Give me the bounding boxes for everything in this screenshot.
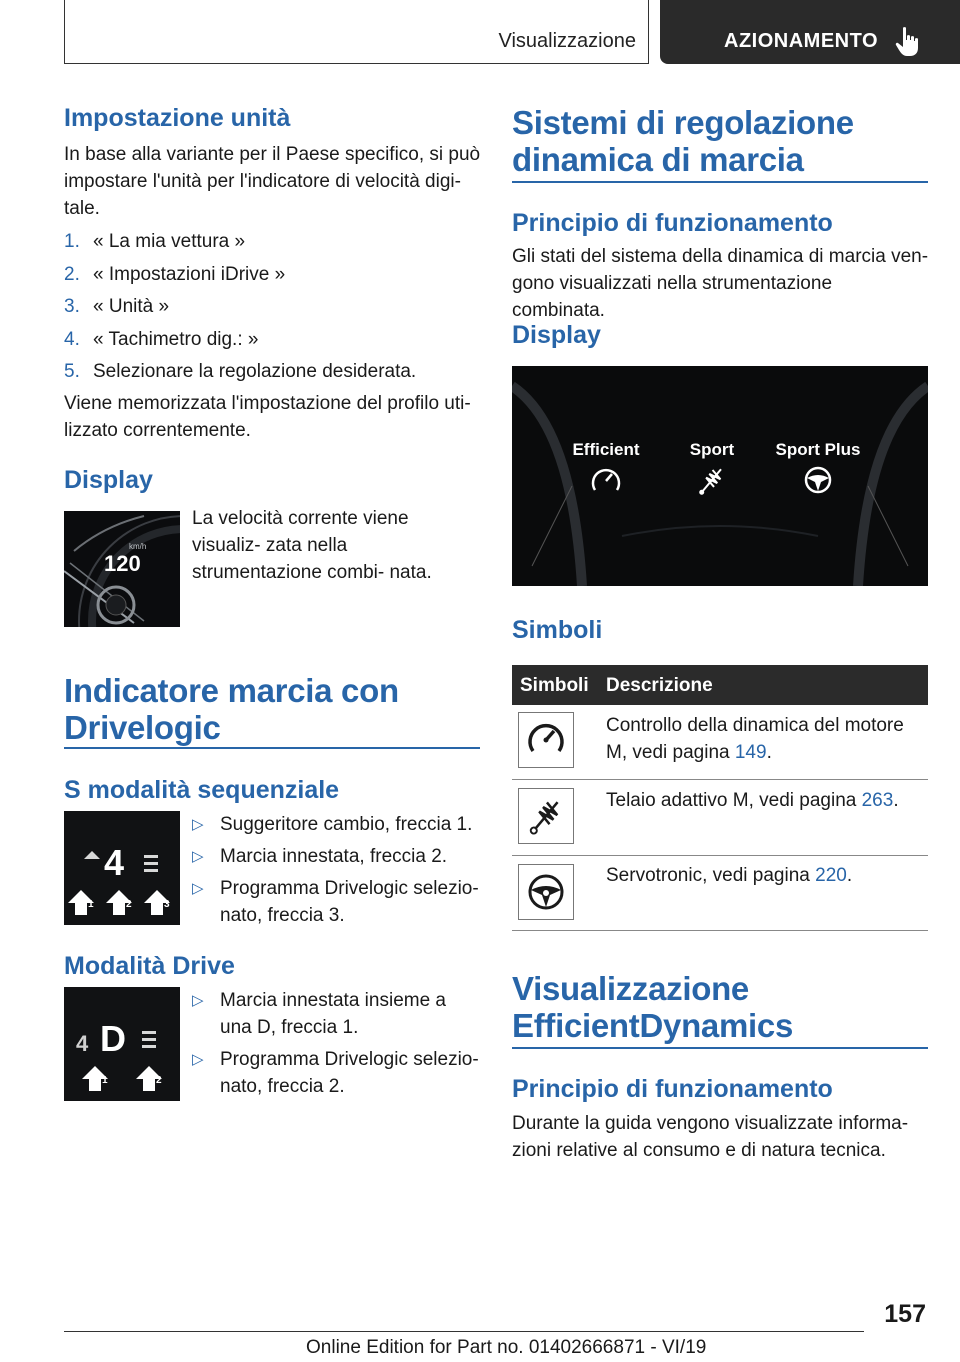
header-right-rule [648,0,649,64]
steering-wheel-icon [519,865,573,919]
header-section-title: Visualizzazione [498,30,636,52]
triangle-bullet-icon: ▷ [192,1051,204,1068]
d-arrow-label-2: 2 [156,1075,162,1086]
units-outro: Viene memorizzata l'impostazione del profilo uti- lizzato correntemente. [64,393,471,441]
list-item: ▷ Marcia innestata insieme a una D, freccia 1. [180,987,482,1041]
efficient-rule [512,1047,928,1049]
dynamics-display-title: Display [512,321,601,349]
triangle-bullet-icon: ▷ [192,848,204,865]
table-row-divider [512,779,928,780]
list-item: ▷ Programma Drivelogic selezio- nato, freccia 2. [180,1046,482,1100]
list-item: ▷ Suggeritore cambio, freccia 1. [180,811,482,838]
table-cell-description: Servotronic, vedi pagina 220. [606,865,853,886]
d-mode-small-gear-label: 4 [76,1031,89,1056]
hand-pointer-icon [894,26,922,58]
d-mode-title: Modalità Drive [64,952,235,980]
s-mode-list [180,811,482,934]
table-row-divider [512,855,928,856]
table-header-description: Descrizione [606,675,713,696]
table-row-divider [512,930,928,931]
list-item: 5. Selezionare la regolazione desiderata. [64,361,417,382]
s-arrow-label-3: 3 [164,899,170,910]
dynamics-rule [512,181,928,183]
mode-label-sport-plus: Sport Plus [775,440,861,459]
mode-label-sport: Sport [689,440,735,459]
header-bottom-rule [64,63,648,64]
list-item: ▷ Programma Drivelogic selezio- nato, freccia 3. [180,875,482,929]
s-arrow-label-2: 2 [126,899,132,910]
speedometer-image [64,511,180,627]
table-header-symbols: Simboli [520,675,589,696]
triangle-bullet-icon: ▷ [192,880,204,897]
page-link-149[interactable]: 149 [734,742,767,763]
driving-modes-image [512,366,928,586]
page-link-220[interactable]: 220 [815,865,847,886]
drivelogic-rule [64,747,480,749]
mode-label-efficient: Efficient [572,440,640,459]
table-row [518,712,574,768]
list-item: 4. « Tachimetro dig.: » [64,328,259,350]
speed-unit-label: km/h [129,542,147,551]
display-text: La velocità corrente viene visualiz- zata nella strumentazione combi- nata. [192,508,432,583]
s-arrow-label-1: 1 [88,899,94,910]
drivelogic-title: Indicatore marcia con Drivelogic [64,672,399,746]
header-left-rule [64,0,65,64]
list-item: 2. « Impostazioni iDrive » [64,263,286,285]
d-mode-gear-label: D [100,1018,126,1059]
d-mode-gear-image [64,987,180,1101]
d-arrow-label-1: 1 [102,1075,108,1086]
units-steps [64,226,482,389]
efficient-title: Visualizzazione EfficientDynamics [512,970,793,1044]
symbols-title: Simboli [512,616,603,644]
page-link-263[interactable]: 263 [861,790,894,811]
speed-value-label: 120 [104,551,141,576]
page-number: 157 [884,1300,926,1328]
table-cell-description: Controllo della dinamica del motore M, vedi pagina 149. [606,715,904,763]
dynamics-title: Sistemi di regolazione dinamica di marcia [512,104,854,178]
d-mode-list [180,987,482,1105]
gauge-icon [519,713,573,767]
units-intro: In base alla variante per il Paese specifico, si può impostare l'unità per l'indicatore di velocità digi- tale. [64,144,481,219]
footer-rule [64,1331,864,1332]
table-row [518,788,574,844]
dynamics-principle-title: Principio di funzionamento [512,209,833,237]
list-item: 1. « La mia vettura » [64,231,246,252]
display-title: Display [64,466,153,494]
triangle-bullet-icon: ▷ [192,992,204,1009]
table-cell-description: Telaio adattivo M, vedi pagina 263. [606,790,899,811]
dynamics-principle-text: Gli stati del sistema della dinamica di marcia ven- gono visualizzati nella strumentazione combinata. [512,246,929,321]
efficient-principle-text: Durante la guida vengono visualizzate informa- zioni relative al consumo e di natura tecnica. [512,1113,909,1161]
s-mode-gear-label: 4 [104,842,125,883]
shock-absorber-icon [519,789,573,843]
efficient-principle-title: Principio di funzionamento [512,1075,833,1103]
header-chapter-label: AZIONAMENTO [724,30,879,52]
list-item: ▷ Marcia innestata, freccia 2. [180,843,482,870]
list-item: 3. « Unità » [64,296,170,317]
s-mode-gear-image [64,811,180,925]
units-title: Impostazione unità [64,104,291,132]
triangle-bullet-icon: ▷ [192,816,204,833]
edition-note: Online Edition for Part no. 01402666871 - VI/19 [306,1337,707,1358]
table-row [518,864,574,920]
s-mode-title: S modalità sequenziale [64,776,340,804]
